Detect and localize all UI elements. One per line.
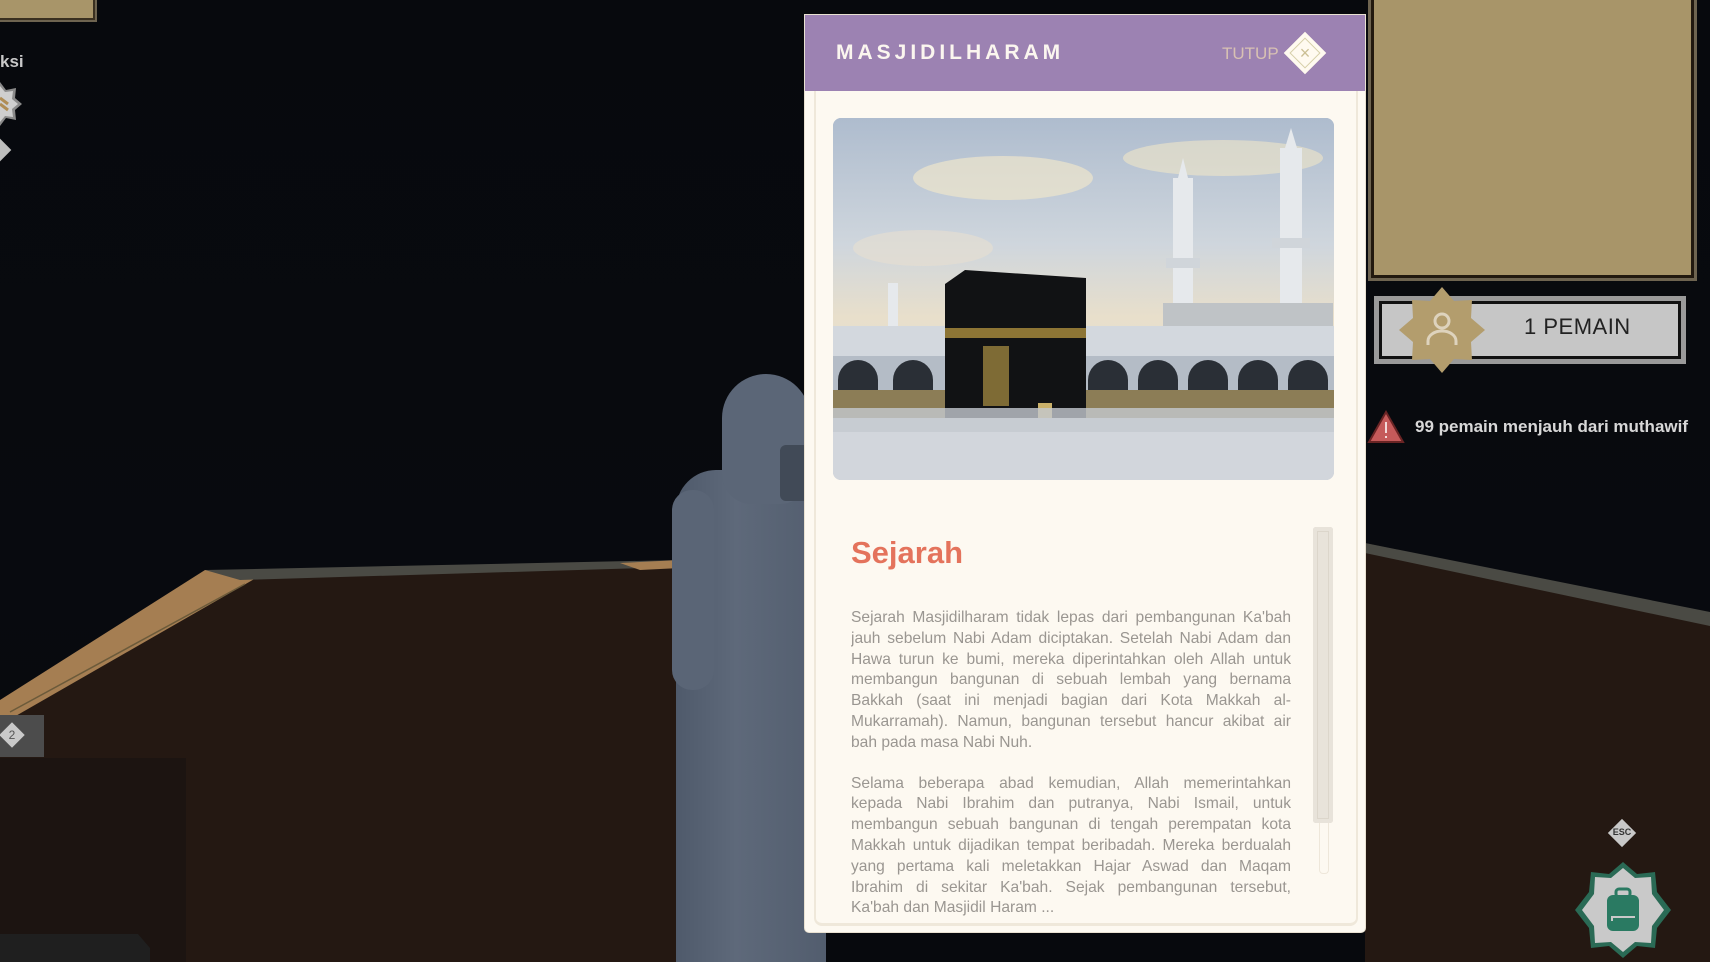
user-icon	[1399, 287, 1485, 373]
scrollbar-rail	[1319, 823, 1329, 874]
slot-number: 2	[8, 728, 16, 742]
close-label[interactable]: TUTUP	[1222, 44, 1279, 63]
player-character-arm	[672, 490, 714, 690]
backpack-button[interactable]	[1575, 862, 1671, 958]
kaaba-image	[833, 118, 1334, 480]
hotbar-slot[interactable]	[0, 715, 44, 757]
kaaba-illustration	[833, 118, 1334, 480]
top-left-panel	[0, 0, 95, 20]
action-label: ksi	[0, 52, 24, 71]
chat-panel	[0, 758, 186, 962]
player-count-box	[1374, 296, 1686, 364]
scrollbar[interactable]	[1313, 527, 1333, 887]
modal-title: MASJIDILHARAM	[836, 41, 1065, 64]
esc-label: ESC	[1612, 827, 1632, 837]
scrollbar-thumb[interactable]	[1313, 527, 1333, 823]
backpack-icon	[1607, 889, 1639, 931]
chat-input-bar[interactable]	[0, 934, 150, 962]
esc-key-hint[interactable]	[1609, 820, 1635, 846]
action-badge-icon[interactable]	[0, 82, 22, 126]
player-count-label: 1 PEMAIN	[1524, 314, 1631, 339]
warning-message: 99 pemain menjauh dari muthawif	[1415, 417, 1689, 436]
section-title: Sejarah	[851, 535, 964, 570]
warning-icon	[1367, 410, 1405, 444]
character-overlay	[780, 445, 808, 501]
modal-header	[805, 15, 1365, 91]
close-icon: ×	[1299, 43, 1311, 63]
close-button[interactable]	[1287, 35, 1323, 71]
minimap[interactable]	[1371, 0, 1694, 278]
info-modal	[805, 15, 1365, 932]
section-body	[851, 608, 1291, 923]
paragraph: Selama beberapa abad kemudian, Allah memerintahkan kepada Nabi Ibrahim dan putranya, Nabi Ismail, untuk membangun sebuah bangunan di tengah perempatan kota Makkah untuk dijadikan tempat beribadah. Mereka berdualah yang pertama kali meletakkan Hajar Aswad dan Maqam Ibrahim di sekitar Ka'bah. Sejak pembangunan tersebut, Ka'bah dan Masjidil Haram ...	[851, 774, 1291, 917]
paragraph: Sejarah Masjidilharam tidak lepas dari pembangunan Ka'bah jauh sebelum Nabi Adam diciptakan. Setelah Nabi Adam dan Hawa turun ke bumi, mereka diperintahkan oleh Allah untuk membangun bangunan di sebuah lembah yang bernama Bakkah (saat ini menjadi bagian dari Kota Makkah al-Mukarramah). Namun, bangunan tersebut hancur akibat air bah pada masa Nabi Nuh.	[851, 609, 1291, 751]
